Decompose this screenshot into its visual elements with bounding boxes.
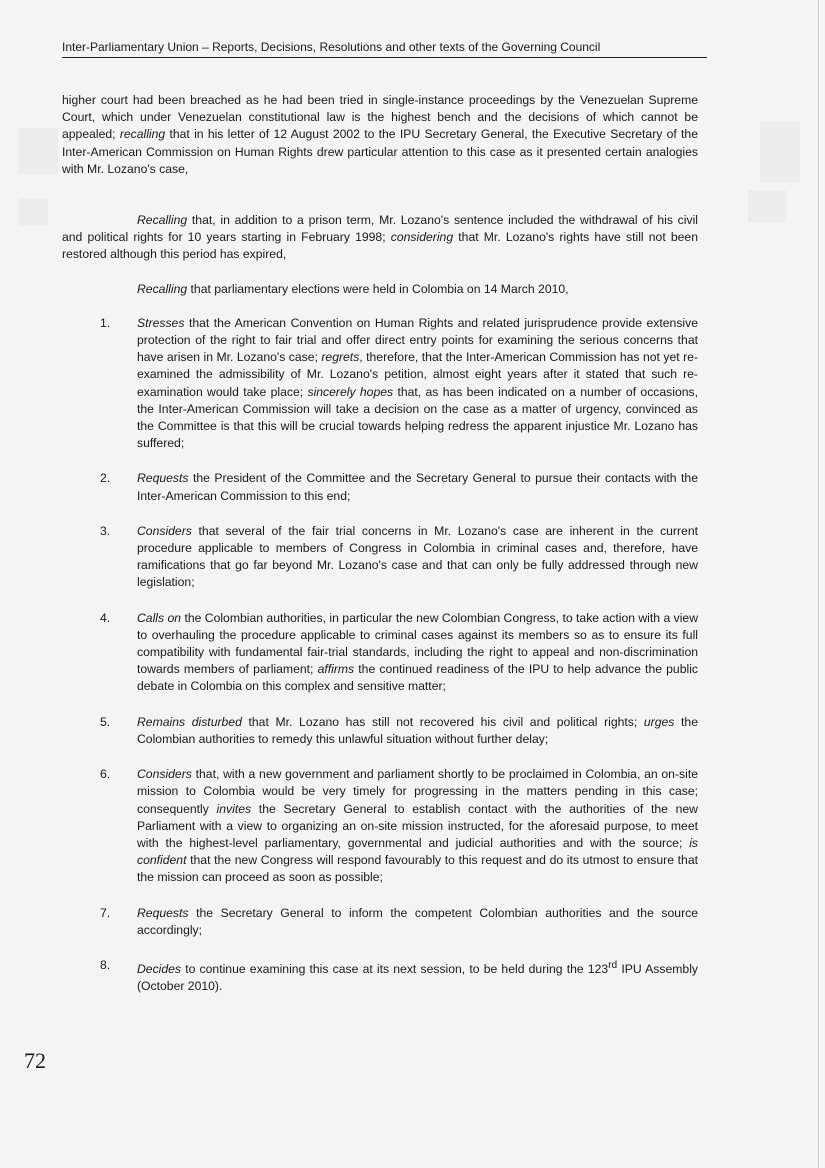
item-text: Remains disturbed that Mr. Lozano has still not recovered his civil and political rights; urges the Colombian authorities to remedy this unlawful situation without further delay; xyxy=(137,714,698,746)
list-item xyxy=(62,470,698,504)
list-item xyxy=(62,957,698,995)
intro-paragraph-1: higher court had been breached as he had been tried in single-instance proceedings by the Venezuelan Supreme Court, which under Venezuelan constitutional law is the highest bench and the decisions of which cannot be appealed; recalling that in his letter of 12 August 2002 to the IPU Secretary General, the Executive Secretary of the Inter-American Commission on Human Rights drew particular attention to this case as it presented certain analogies with Mr. Lozano's case, xyxy=(62,93,698,176)
item-number: 6. xyxy=(100,767,111,782)
scan-edge-line xyxy=(818,0,819,1168)
list-item xyxy=(62,714,698,748)
list-item xyxy=(62,610,698,696)
item-text: Considers that several of the fair trial concerns in Mr. Lozano's case are inherent in the current procedure applicable to members of Congress in Colombia in criminal cases and, therefore, have ramifications that go far beyond Mr. Lozano's case and that can only be fully addressed through new legislation; xyxy=(137,523,698,590)
scan-artifact xyxy=(760,122,800,182)
list-item xyxy=(62,315,698,453)
item-text: Requests the Secretary General to inform the competent Colombian authorities and the source accordingly; xyxy=(137,905,698,937)
document-body xyxy=(62,92,698,995)
running-header: Inter-Parliamentary Union – Reports, Decisions, Resolutions and other texts of the Governing Council xyxy=(62,40,707,58)
intro-paragraph-2: Recalling that, in addition to a prison term, Mr. Lozano's sentence included the withdrawal of his civil and political rights for 10 years starting in February 1998; considering that Mr. Lozano's rights have still not been restored although this period has expired, xyxy=(62,213,698,262)
item-text: Calls on the Colombian authorities, in particular the new Colombian Congress, to take action with a view to overhauling the procedure applicable to criminal cases against its members so as to ensure its full compatibility with fundamental fair-trial standards, including the right to appeal and non-discrimination towards members of parliament; affirms the continued readiness of the IPU to help advance the public debate in Colombia on this complex and sensitive matter; xyxy=(137,610,698,694)
item-text: Requests the President of the Committee and the Secretary General to pursue their contacts with the Inter-American Commission to this end; xyxy=(137,471,698,503)
intro-paragraph-3: Recalling that parliamentary elections were held in Colombia on 14 March 2010, xyxy=(137,281,569,296)
page-number: 72 xyxy=(24,1048,46,1073)
list-item xyxy=(62,523,698,592)
item-number: 8. xyxy=(100,957,111,972)
item-number: 2. xyxy=(100,471,111,486)
scan-artifact xyxy=(18,198,48,226)
item-text: Stresses that the American Convention on Human Rights and related jurisprudence provide extensive protection of the right to fair trial and offer direct entry points for examining the serious concerns that have arisen in Mr. Lozano's case; regrets, therefore, that the Inter-American Commission has not yet re-examined the admissibility of Mr. Lozano's petition, almost eight years after it stated that such re-examination would take place; sincerely hopes that, as has been indicated on a number of occasions, the Inter-American Commission will take a decision on the case as a matter of urgency, convinced as the Committee is that this will be crucial towards helping redress the apparent injustice Mr. Lozano has suffered; xyxy=(137,315,698,451)
item-number: 1. xyxy=(100,315,111,330)
list-item xyxy=(62,905,698,939)
item-number: 3. xyxy=(100,523,111,538)
item-text: Considers that, with a new government and parliament shortly to be proclaimed in Colombia, an on-site mission to Colombia would be very timely for progressing in the matters pending in this case; consequently invites the Secretary General to establish contact with the authorities of the new Parliament with a view to organizing an on-site mission instructed, for the aforesaid purpose, to meet with the highest-level parliamentary, governmental and judicial authorities and with the source; is confident that the new Congress will respond favourably to this request and do its utmost to ensure that the mission can proceed as soon as possible; xyxy=(137,767,698,885)
scan-artifact xyxy=(18,128,58,174)
item-number: 5. xyxy=(100,714,111,729)
item-number: 7. xyxy=(100,905,111,920)
item-text: Decides to continue examining this case at its next session, to be held during the 123rd IPU Assembly (October 2010). xyxy=(137,959,699,994)
list-item xyxy=(62,766,698,886)
item-number: 4. xyxy=(100,610,111,625)
scan-artifact xyxy=(748,190,786,222)
